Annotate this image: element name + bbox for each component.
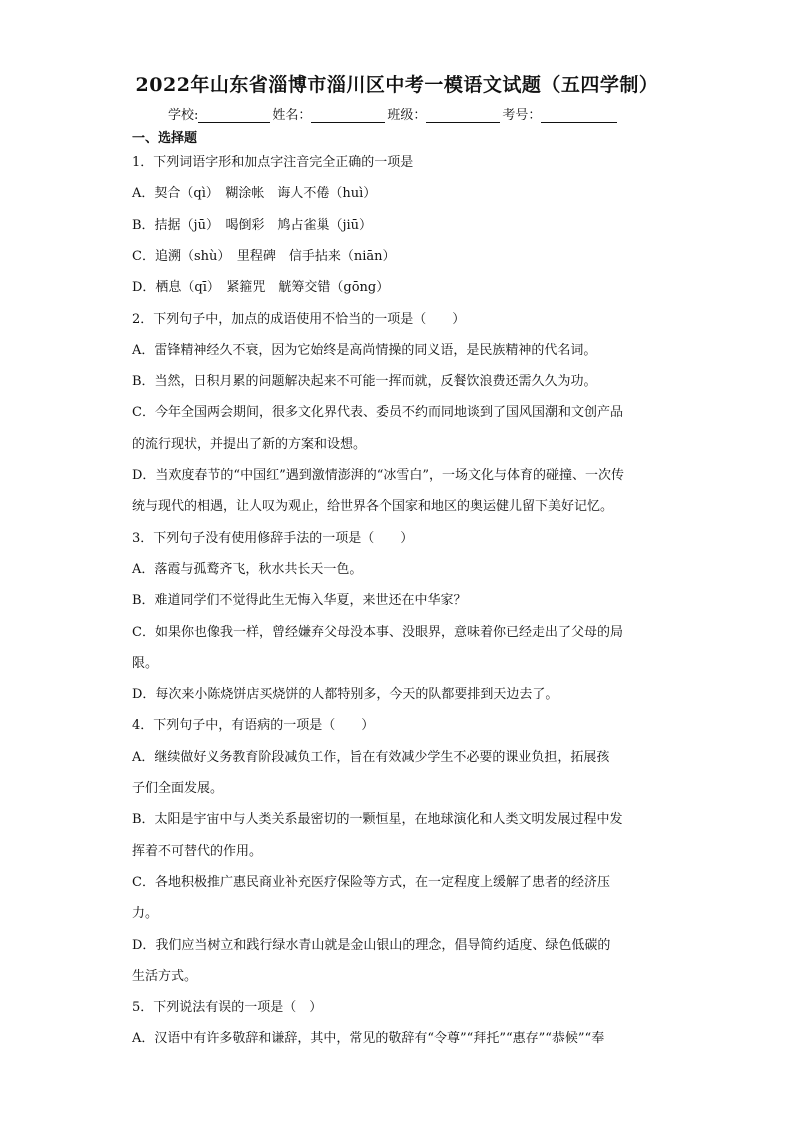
text-line: C．各地积极推广惠民商业补充医疗保险等方式，在一定程度上缓解了患者的经济压 <box>132 875 610 890</box>
school-label: 学校: <box>168 108 199 123</box>
text-line: B．太阳是宇宙中与人类关系最密切的一颗恒星，在地球演化和人类文明发展过程中发 <box>132 812 623 827</box>
text-line: 的流行现状，并提出了新的方案和设想。 <box>132 437 367 452</box>
text-line: A．雷锋精神经久不衰，因为它始终是高尚情操的同义语，是民族精神的代名词。 <box>132 343 597 358</box>
text-line: B．拮据（jū） 喝倒彩 鸠占雀巢（jiū） <box>132 218 373 233</box>
text-line: A．汉语中有许多敬辞和谦辞，其中，常见的敬辞有“令尊”“拜托”“惠存”“恭候”“奉 <box>132 1031 605 1046</box>
name-blank[interactable] <box>311 108 385 123</box>
text-line: A．契合（qì） 糊涂帐 诲人不倦（huì） <box>132 186 377 201</box>
text-line: 4．下列句子中，有语病的一项是（ ） <box>132 718 375 733</box>
page-title: 2022年山东省淄博市淄川区中考一模语文试题（五四学制） <box>135 74 659 96</box>
class-blank[interactable] <box>426 108 500 123</box>
text-line: 3．下列句子没有使用修辞手法的一项是（ ） <box>132 531 414 546</box>
text-line: 2．下列句子中，加点的成语使用不恰当的一项是（ ） <box>132 312 466 327</box>
text-line: 1．下列词语字形和加点字注音完全正确的一项是 <box>132 155 414 170</box>
school-blank[interactable] <box>198 108 270 123</box>
student-info-row <box>168 104 619 123</box>
text-line: D．当欢度春节的“中国红”遇到激情澎湃的“冰雪白”，一场文化与体育的碰撞、一次传 <box>132 468 625 483</box>
text-line: 生活方式。 <box>132 969 198 984</box>
text-line: 挥着不可替代的作用。 <box>132 844 263 859</box>
text-line: D．栖息（qī） 紧箍咒 觥筹交错（gōng） <box>132 280 390 295</box>
text-line: C．追溯（shù） 里程碑 信手拈来（niān） <box>132 249 396 264</box>
text-line: C．今年全国两会期间，很多文化界代表、委员不约而同地谈到了国风国潮和文创产品 <box>132 405 623 420</box>
text-line: D．每次来小陈烧饼店买烧饼的人都特别多，今天的队都要排到天边去了。 <box>132 687 559 702</box>
text-line: 限。 <box>132 656 159 671</box>
exam-number-label: 考号： <box>502 108 542 123</box>
exam-number-blank[interactable] <box>541 108 617 123</box>
text-line: 统与现代的相遇，让人叹为观止，给世界各个国家和地区的奥运健儿留下美好记忆。 <box>132 499 614 514</box>
name-label: 姓名： <box>272 108 312 123</box>
class-label: 班级： <box>387 108 427 123</box>
text-line: B．难道同学们不觉得此生无悔入华夏，来世还在中华家？ <box>132 593 467 608</box>
text-line: C．如果你也像我一样，曾经嫌弃父母没本事、没眼界，意味着你已经走出了父母的局 <box>132 625 623 640</box>
text-line: A．落霞与孤鹜齐飞，秋水共长天一色。 <box>132 562 363 577</box>
section-heading: 一、选择题 <box>132 131 198 146</box>
text-line: 子们全面发展。 <box>132 781 224 796</box>
text-line: B．当然，日积月累的问题解决起来不可能一挥而就，反餐饮浪费还需久久为功。 <box>132 374 597 389</box>
text-line: A．继续做好义务教育阶段减负工作，旨在有效减少学生不必要的课业负担，拓展孩 <box>132 750 610 765</box>
text-line: 力。 <box>132 906 159 921</box>
text-line: D．我们应当树立和践行绿水青山就是金山银山的理念，倡导简约适度、绿色低碳的 <box>132 938 611 953</box>
text-line: 5．下列说法有误的一项是（ ） <box>132 1000 323 1015</box>
